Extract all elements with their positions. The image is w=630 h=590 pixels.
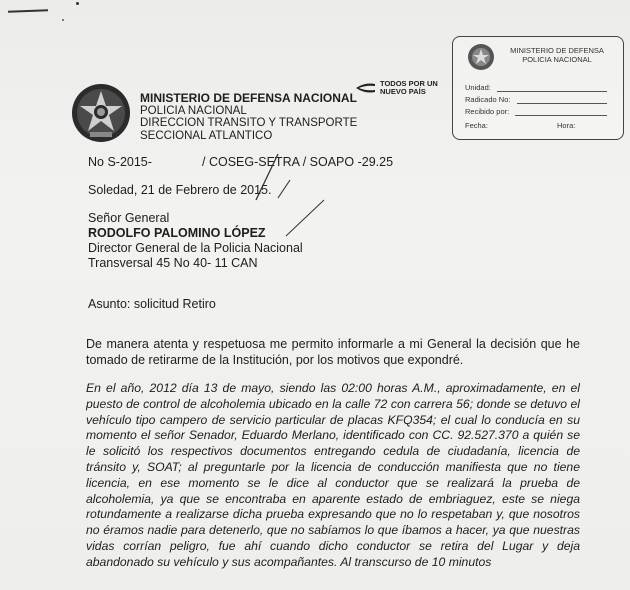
place-date: Soledad, 21 de Febrero de 2015. bbox=[88, 183, 272, 197]
stamp-hora-label: Hora: bbox=[557, 121, 576, 130]
stamp-radicado-label: Radicado No: bbox=[465, 95, 511, 104]
direction-name: DIRECCION TRANSITO Y TRANSPORTE bbox=[140, 117, 358, 129]
stamp-title-line2: POLICIA NACIONAL bbox=[522, 55, 592, 64]
letterhead bbox=[140, 92, 357, 142]
recipient-address: Transversal 45 No 40- 11 CAN bbox=[88, 256, 258, 270]
police-name: POLICIA NACIONAL bbox=[140, 104, 247, 117]
scan-dot bbox=[62, 19, 64, 21]
recipient-title: Director General de la Policia Nacional bbox=[88, 241, 303, 255]
pen-stroke-signature bbox=[228, 150, 338, 240]
stamp-line bbox=[497, 91, 607, 92]
scan-mark bbox=[8, 9, 48, 12]
stamp-fecha-label: Fecha: bbox=[465, 121, 488, 130]
salutation: Señor General bbox=[88, 211, 170, 225]
stamp-recibido-label: Recibido por: bbox=[465, 107, 510, 116]
section-name: SECCIONAL ATLANTICO bbox=[140, 129, 273, 142]
recipient-name: RODOLFO PALOMINO LÓPEZ bbox=[88, 226, 266, 240]
reference-number: No S-2015- bbox=[88, 155, 152, 169]
reference-suffix: / COSEG-SETRA / SOAPO -29.25 bbox=[202, 155, 394, 169]
stamp-unidad-label: Unidad: bbox=[465, 83, 491, 92]
slogan-line2: NUEVO PAÍS bbox=[380, 87, 426, 96]
narrative-paragraph: En el año, 2012 día 13 de mayo, siendo las 02:00 horas A.M., aproximadamente, en el puesto de control de alcoholemia ubicado en la calle 72 con carrera 56; donde se detuvo el vehículo tipo campero de servicio particular de placas KFQ354; el cual lo conducía en su momento el señor Senador, Eduardo Merlano, identificado con CC. 92.527.370 a quién se le solicitó los respectivos documentos entregando cedula de ciudadanía, licencia de tránsito y, SOAT; al preguntarle por la licencia de conducción manifiesta que no tiene licencia, en ese momento se le dice al conductor que se realizará la prueba de alcoholemia, ya que se encontraba en aparente estado de embriaguez, este se niega rotundamente a realizarse dicha prueba expresando que no lo respetaban y, que nosotros no éramos nadie para detenerlo, que no sabíamos lo que íbamos a hacer, ya que nuestras vidas corrían peligro, fue ahí cuando dicho conductor se retira del Lugar y deja abandonado su vehículo y sus acompañantes. Al transcurso de 10 minutos bbox=[86, 381, 580, 569]
stamp-title-line1: MINISTERIO DE DEFENSA bbox=[510, 46, 604, 55]
slogan-line1: TODOS POR UN bbox=[380, 79, 438, 88]
intro-paragraph: De manera atenta y respetuosa me permito informarle a mi General la decisión que he tomado de retirarme de la Institución, por los motivos que expondré. bbox=[86, 337, 580, 367]
subject-line: Asunto: solicitud Retiro bbox=[88, 297, 216, 311]
reception-stamp bbox=[452, 36, 624, 140]
stamp-seal-icon bbox=[467, 43, 495, 71]
ministry-name: MINISTERIO DE DEFENSA NACIONAL bbox=[140, 91, 357, 105]
stamp-line bbox=[517, 103, 607, 104]
arrow-logo-icon bbox=[354, 81, 376, 95]
slogan-logo bbox=[354, 80, 438, 96]
stamp-title bbox=[501, 46, 613, 64]
police-seal-icon bbox=[70, 82, 132, 144]
scan-dot bbox=[76, 2, 79, 5]
stamp-line bbox=[515, 115, 607, 116]
